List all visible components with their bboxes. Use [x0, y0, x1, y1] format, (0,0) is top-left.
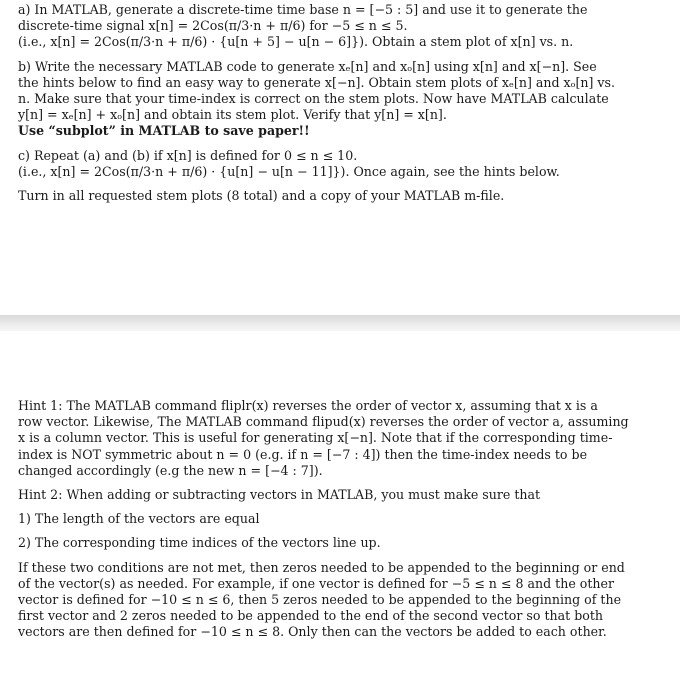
part-b-paragraph [18, 59, 666, 140]
part-a-line: a) In MATLAB, generate a discrete-time time base n = [−5 : 5] and use it to generate the [18, 2, 588, 17]
part-b-line: n. Make sure that your time-index is correct on the stem plots. Now have MATLAB calculate [18, 91, 609, 107]
condition-indices: 2) The corresponding time indices of the vectors line up. [18, 535, 381, 551]
part-a-line: (i.e., x[n] = 2Cos(π/3·n + π/6) · {u[n + 5] − u[n − 6]}). Obtain a stem plot of x[n] vs. n. [18, 34, 574, 50]
zero-padding-paragraph [18, 560, 666, 641]
zero-padding-line: first vector and 2 zeros needed to be appended to the end of the second vector so that both [18, 608, 604, 624]
hint-1-line: index is NOT symmetric about n = 0 (e.g. if n = [−7 : 4]) then the time-index needs to be [18, 446, 588, 462]
subplot-note: Use “subplot” in MATLAB to save paper!! [18, 123, 310, 139]
hint-2-item-1 [18, 511, 666, 527]
part-c-line: (i.e., x[n] = 2Cos(π/3·n + π/6) · {u[n] − u[n − 11]}). Once again, see the hints below. [18, 163, 560, 179]
part-a-line: discrete-time signal x[n] = 2Cos(π/3·n + π/6) for −5 ≤ n ≤ 5. [18, 18, 408, 34]
hint-2-item-2 [18, 535, 666, 551]
part-c-paragraph [18, 148, 666, 180]
hint-1-line: x is a column vector. This is useful for generating x[−n]. Note that if the corresponding time- [18, 430, 613, 446]
hint-1-line: changed accordingly (e.g the new n = [−4 : 7]). [18, 462, 323, 478]
turn-in-note [18, 188, 666, 204]
zero-padding-line: of the vector(s) as needed. For example, if one vector is defined for −5 ≤ n ≤ 8 and the other [18, 575, 615, 591]
part-c-line: c) Repeat (a) and (b) if x[n] is defined for 0 ≤ n ≤ 10. [18, 147, 358, 163]
part-b-line: b) Write the necessary MATLAB code to generate xₑ[n] and xₒ[n] using x[n] and x[−n]. See [18, 58, 597, 74]
hints-section [0, 398, 680, 649]
hint-1-paragraph [18, 398, 666, 479]
problem-statement [0, 2, 680, 212]
hint-2-paragraph [18, 487, 666, 503]
part-b-line: y[n] = xₑ[n] + xₒ[n] and obtain its stem plot. Verify that y[n] = x[n]. [18, 107, 447, 123]
hint-1-line: Hint 1: The MATLAB command fliplr(x) reverses the order of vector x, assuming that x is a [18, 398, 598, 413]
part-b-line: the hints below to find an easy way to generate x[−n]. Obtain stem plots of xₑ[n] and xₒ[n] vs. [18, 74, 616, 90]
zero-padding-line: vectors are then defined for −10 ≤ n ≤ 8. Only then can the vectors be added to each other. [18, 624, 607, 640]
part-a-paragraph [18, 2, 666, 51]
condition-length: 1) The length of the vectors are equal [18, 511, 260, 527]
hint-1-line: row vector. Likewise, The MATLAB command flipud(x) reverses the order of vector a, assuming [18, 414, 629, 430]
turn-in-line: Turn in all requested stem plots (8 total) and a copy of your MATLAB m-file. [18, 188, 505, 204]
hint-2-line: Hint 2: When adding or subtracting vectors in MATLAB, you must make sure that [18, 487, 541, 503]
page-separator [0, 315, 680, 331]
zero-padding-line: If these two conditions are not met, then zeros needed to be appended to the beginning or end [18, 559, 625, 575]
zero-padding-line: vector is defined for −10 ≤ n ≤ 6, then 5 zeros needed to be appended to the beginning of the [18, 592, 622, 608]
